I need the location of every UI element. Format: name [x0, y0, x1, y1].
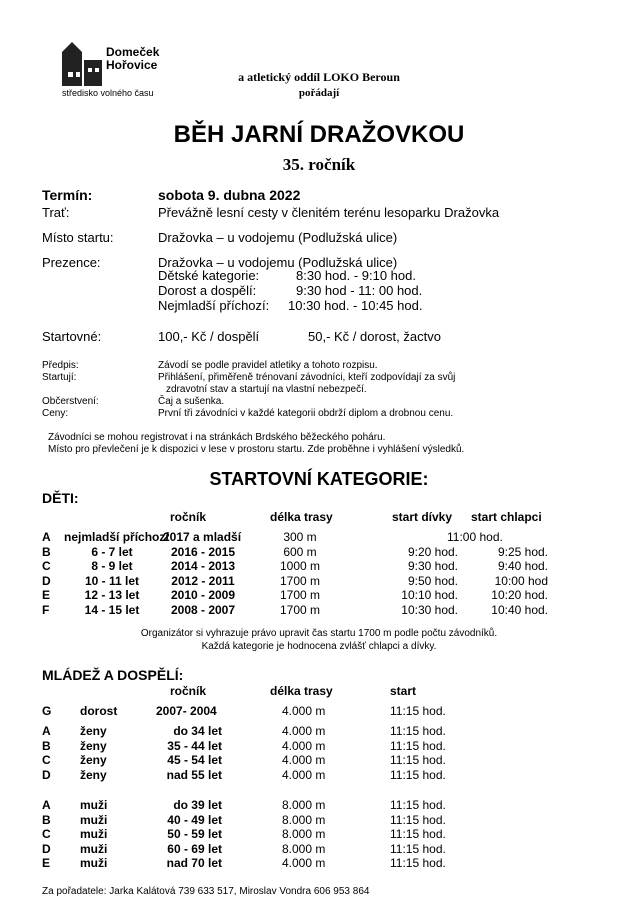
men-row-start: 11:15 hod. [390, 841, 446, 856]
kids-row-age: 6 - 7 let [91, 544, 133, 559]
women-row-name: ženy [80, 724, 107, 738]
kids-row-cat: E [42, 588, 51, 602]
prezence-label: Prezence: [42, 255, 101, 270]
men-row-cat: E [42, 856, 51, 870]
kids-row-cat: A [42, 530, 51, 544]
men-row-age: do 39 let [173, 798, 222, 812]
rule-text: Čaj a sušenka. [158, 396, 225, 407]
women-row-start: 11:15 hod. [390, 753, 446, 767]
men-row-cat: A [42, 798, 51, 812]
edition: 35. ročník [282, 155, 356, 174]
startovne-label: Startovné: [42, 329, 102, 344]
kids-row-age: 8 - 9 let [91, 559, 133, 573]
men-row-length: 8.000 m [282, 827, 326, 841]
men-row-name: muži [80, 856, 108, 870]
kids-row-year: 2016 - 2015 [170, 544, 236, 559]
page-title: BĚH JARNÍ DRAŽOVKOU [173, 121, 465, 148]
men-row-length: 8.000 m [282, 812, 326, 827]
kids-row-length: 300 m [283, 530, 317, 544]
kids-heading: DĚTI: [42, 490, 79, 506]
dorost-len: 4.000 m [282, 704, 326, 718]
men-row-cat: B [42, 812, 51, 827]
kids-row-age: 12 - 13 let [84, 588, 140, 602]
kids-row-cat: B [42, 544, 51, 559]
rule-text: První tři závodníci v každé kategorii obdrží diplom a drobnou cenu. [158, 408, 454, 419]
men-row-cat: D [42, 841, 51, 856]
col-header-delka: délka trasy [270, 684, 333, 698]
rule-text: Přihlášení, přiměřeně trénovaní závodníci, kteří zodpovídají za svůj [158, 372, 456, 383]
men-row-age: 40 - 49 let [167, 812, 222, 827]
termin-label: Termín: [42, 187, 93, 203]
women-row-cat: C [42, 753, 51, 767]
startovne-youth: 50,- Kč / dorost, žactvo [308, 329, 441, 344]
kids-row-year: 2008 - 2007 [170, 602, 236, 617]
prez-row-time: 10:30 hod. - 10:45 hod. [288, 298, 423, 313]
men-row-start: 11:15 hod. [390, 812, 446, 827]
women-row-cat: D [42, 767, 51, 782]
contact: Za pořadatele: Jarka Kalátová 739 633 517, Miroslav Vondra 606 953 864 [42, 886, 370, 897]
misto-value: Dražovka – u vodojemu (Podlužská ulice) [158, 230, 398, 245]
women-row-cat: B [42, 738, 51, 753]
women-row-age: nad 55 let [166, 767, 222, 782]
adults-heading: MLÁDEŽ A DOSPĚLÍ: [42, 667, 184, 683]
men-row-age: 50 - 59 let [167, 827, 222, 841]
rule-label: Občerstvení: [42, 396, 99, 407]
rule-text: Závodí se podle pravidel atletiky a tohoto rozpisu. [158, 360, 378, 371]
kids-row-start-girls: 10:10 hod. [401, 588, 458, 602]
kids-row-start-boys: 9:25 hod. [497, 544, 548, 559]
col-header-start-divky: start dívky [392, 510, 453, 524]
women-row-length: 4.000 m [282, 767, 326, 782]
women-row-start: 11:15 hod. [390, 724, 446, 738]
kids-row-start-boys: 10:40 hod. [491, 602, 548, 617]
prezence-value: Dražovka – u vodojemu (Podlužská ulice) [158, 255, 398, 270]
kids-note: Organizátor si vyhrazuje právo upravit čas startu 1700 m podle počtu závodníků. [140, 628, 498, 639]
men-row-start: 11:15 hod. [390, 827, 446, 841]
kids-row-length: 1700 m [279, 602, 321, 617]
men-row-length: 4.000 m [282, 856, 326, 870]
men-row-start: 11:15 hod. [390, 798, 446, 812]
women-row-age: 35 - 44 let [167, 738, 222, 753]
dorost-cat: G [42, 704, 52, 718]
women-row-start: 11:15 hod. [390, 738, 446, 753]
men-row-name: muži [80, 798, 108, 812]
kids-row-year: 2017 a mladší [163, 530, 242, 544]
kids-row-year: 2014 - 2013 [170, 559, 236, 573]
kids-row-age: 14 - 15 let [84, 602, 140, 617]
women-row-name: ženy [80, 767, 107, 782]
prez-row-label: Nejmladší příchozí: [158, 298, 270, 313]
men-row-cat: C [42, 827, 51, 841]
kids-row-start-boys: 9:40 hod. [497, 559, 548, 573]
rule-label: Ceny: [42, 408, 69, 419]
col-header-start-chlapci: start chlapci [471, 510, 542, 524]
men-row-name: muži [80, 812, 108, 827]
men-row-start: 11:15 hod. [390, 856, 446, 870]
women-row-length: 4.000 m [282, 753, 326, 767]
men-row-age: 60 - 69 let [167, 841, 222, 856]
men-row-age: nad 70 let [166, 856, 222, 870]
kids-row-cat: F [42, 602, 50, 617]
col-header-delka: délka trasy [270, 510, 333, 524]
logo-subtitle: středisko volného času [62, 88, 154, 98]
kids-row-length: 1700 m [279, 588, 321, 602]
kids-row-start-boys: 10:00 hod [494, 573, 548, 588]
kids-row-year: 2012 - 2011 [171, 573, 235, 588]
kids-row-length: 1700 m [279, 573, 321, 588]
misto-label: Místo startu: [42, 230, 114, 245]
kids-row-start-girls: 9:50 hod. [407, 573, 458, 588]
women-row-length: 4.000 m [282, 738, 326, 753]
trat-value: Převážně lesní cesty v členitém terénu lesoparku Dražovka [158, 205, 500, 220]
men-row-length: 8.000 m [282, 798, 326, 812]
termin-value: sobota 9. dubna 2022 [158, 187, 301, 203]
rule-text: zdravotní stav a startují na vlastní nebezpečí. [166, 384, 367, 395]
rule-label: Startují: [42, 372, 77, 383]
men-row-length: 8.000 m [282, 841, 326, 856]
women-row-name: ženy [80, 753, 107, 767]
dorost-name: dorost [80, 704, 118, 718]
women-row-age: do 34 let [173, 724, 222, 738]
trat-label: Trať: [42, 205, 70, 220]
women-row-name: ženy [80, 738, 107, 753]
women-row-length: 4.000 m [282, 724, 326, 738]
kids-row-length: 1000 m [279, 559, 321, 573]
dorost-start: 11:15 hod. [390, 704, 446, 718]
kids-row-start-girls: 9:30 hod. [407, 559, 458, 573]
kids-row-start-girls: 11:00 hod. [447, 530, 503, 544]
col-header-rocnik: ročník [170, 510, 207, 524]
logo-name: Domeček Hořovice [106, 45, 160, 72]
kids-row-age: nejmladší příchozí [64, 530, 169, 544]
note: Místo pro převlečení je k dispozici v lese v prostoru startu. Zde proběhne i vyhlášení výsledků. [48, 444, 465, 455]
prez-row-time: 9:30 hod - 11: 00 hod. [296, 283, 423, 298]
kids-row-length: 600 m [283, 544, 317, 559]
kids-note: Každá kategorie je hodnocena zvlášť chlapci a dívky. [201, 641, 437, 652]
women-row-age: 45 - 54 let [167, 753, 222, 767]
col-header-rocnik: ročník [170, 684, 207, 698]
kids-row-year: 2010 - 2009 [170, 588, 236, 602]
kids-row-start-girls: 10:30 hod. [401, 602, 458, 617]
kids-row-cat: C [42, 559, 51, 573]
women-row-cat: A [42, 724, 51, 738]
women-row-start: 11:15 hod. [390, 767, 446, 782]
men-row-name: muži [80, 827, 108, 841]
note: Závodníci se mohou registrovat i na stránkách Brdského běžeckého poháru. [48, 432, 386, 443]
prez-row-time: 8:30 hod. - 9:10 hod. [296, 268, 416, 283]
dorost-year: 2007- 2004 [156, 704, 217, 718]
categories-title: STARTOVNÍ KATEGORIE: [209, 469, 429, 489]
col-header-start: start [390, 684, 417, 698]
startovne-adults: 100,- Kč / dospělí [158, 329, 260, 344]
kids-row-age: 10 - 11 let [84, 573, 140, 588]
prez-row-label: Dětské kategorie: [158, 268, 260, 283]
kids-row-start-girls: 9:20 hod. [407, 544, 458, 559]
organizer-line2: pořádají [298, 87, 340, 99]
kids-row-cat: D [42, 573, 51, 588]
men-row-name: muži [80, 841, 108, 856]
kids-row-start-boys: 10:20 hod. [491, 588, 548, 602]
prez-row-label: Dorost a dospělí: [158, 283, 257, 298]
rule-label: Předpis: [42, 360, 79, 371]
organizer-line1: a atletický oddíl LOKO Beroun [238, 70, 400, 84]
